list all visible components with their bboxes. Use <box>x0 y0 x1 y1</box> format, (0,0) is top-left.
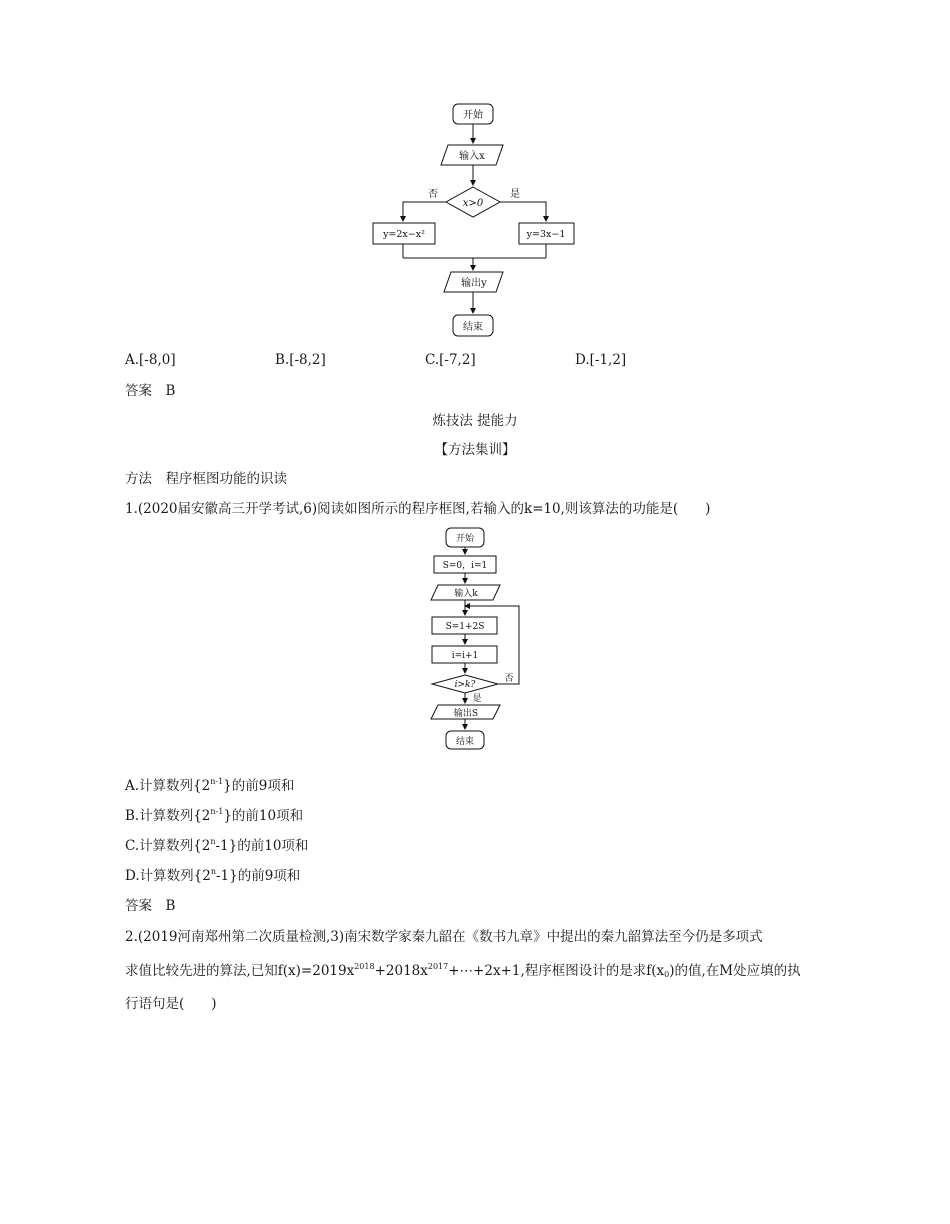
q1-option-c: C.计算数列{2$^n$-1}的前10项和 <box>125 837 309 854</box>
q1-option-a: A.计算数列{2$^{n-1}$}的前9项和 <box>125 777 295 794</box>
q1-option-b: B.计算数列{2$^{n-1}$}的前10项和 <box>125 807 304 824</box>
q0-answer: 答案 B <box>125 383 176 399</box>
fc2-init-label: S=0，i=1 <box>442 561 488 571</box>
fc1-yes-label: 是 <box>510 189 520 200</box>
fc2-step1-label: S=1+2S <box>445 622 485 632</box>
fc2-output-label: 输出S <box>453 709 479 719</box>
section-subtitle: 【方法集训】 <box>434 442 516 458</box>
fc2-no-label: 否 <box>504 674 514 684</box>
fc1-right-label: y=3x−1 <box>526 229 566 240</box>
q2-line-1: 2.(2019河南郑州第二次质量检测,3)南宋数学家秦九韶在《数书九章》中提出的秦九韶算法至今仍是多项式 <box>125 929 763 945</box>
q0-option-a: A.[-8,0] <box>125 352 176 368</box>
method-heading: 方法 程序框图功能的识读 <box>125 471 287 487</box>
fc1-no-label: 否 <box>428 189 438 200</box>
fc2-step2-label: i=i+1 <box>451 651 479 661</box>
flowchart-2 <box>420 520 530 755</box>
fc1-left-label: y=2x−x² <box>383 229 425 240</box>
fc1-start-label: 开始 <box>463 110 483 121</box>
section-title: 炼技法 提能力 <box>432 413 518 429</box>
q2-line-3: 行语句是( ) <box>125 996 217 1012</box>
fc1-end-label: 结束 <box>463 322 483 333</box>
fc2-end-label: 结束 <box>455 737 475 747</box>
fc2-input-label: 输入k <box>454 589 478 599</box>
q1-answer: 答案 B <box>125 898 176 914</box>
fc2-cond-label: i>k? <box>454 680 476 690</box>
q1-stem: 1.(2020届安徽高三开学考试,6)阅读如图所示的程序框图,若输入的k=10,则该算法的功能是( ) <box>125 501 711 517</box>
fc2-yes-label: 是 <box>472 694 482 704</box>
flowchart-1 <box>360 95 580 345</box>
fc1-input-label: 输入x <box>459 151 485 162</box>
fc1-cond-label: x>0 <box>462 198 484 209</box>
q0-option-d: D.[-1,2] <box>575 352 627 368</box>
q0-option-c: C.[-7,2] <box>425 352 476 368</box>
q2-line-2: 求值比较先进的算法,已知$f(x)=2019x^{2018}+2018x^{2017}+\cdots+2x+1$,程序框图设计的是求$f(x_0)$的值,在M处应填的执 <box>125 962 801 979</box>
fc1-output-label: 输出y <box>461 278 487 289</box>
q1-option-d: D.计算数列{2$^n$-1}的前9项和 <box>125 867 301 884</box>
fc2-start-label: 开始 <box>455 534 475 544</box>
q0-option-b: B.[-8,2] <box>275 352 326 368</box>
